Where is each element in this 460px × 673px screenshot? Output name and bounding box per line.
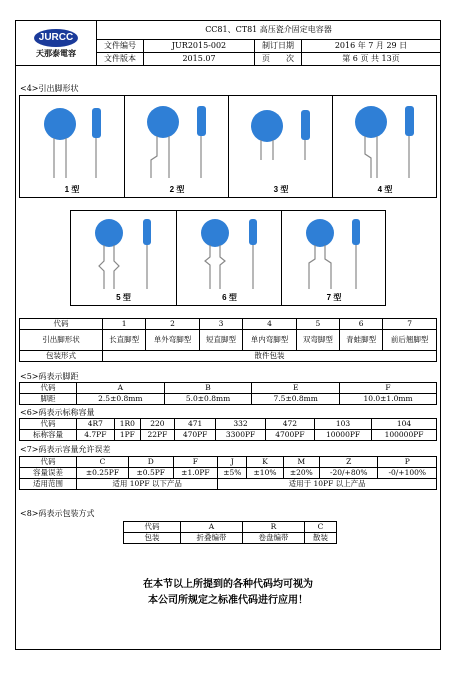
figure-label: 1 型 [64,185,80,194]
range-label: 适用范围 [20,479,77,490]
table-cell: 单外弯脚型 [146,330,200,351]
table-cell: 5.0±0.8mm [164,394,252,405]
figure-label: 7 型 [326,293,342,302]
capacitor-drawing [71,211,176,295]
range-low: 适用 10PF 以下产品 [77,479,218,490]
code-label: 代码 [124,522,181,533]
capacitor-drawing [20,96,124,186]
table-cell: 折叠编带 [181,533,243,544]
table-cell: E [252,383,340,394]
capacitor-drawing [125,96,229,186]
figure-row-1 [19,95,437,198]
note-line-2: 本公司所规定之标准代码进行应用！ [148,595,308,606]
table-cell: A [181,522,243,533]
figure-type-1 [20,96,124,197]
table-cell: 10000PF [315,430,372,441]
table-cell: 卷盘编带 [243,533,305,544]
capacitor-drawing [177,211,282,295]
figure-label: 3 型 [273,185,289,194]
table-cell: K [247,457,283,468]
table-cell: J [218,457,247,468]
doc-no-label: 文件编号 [97,40,144,53]
doc-title: CC81、CT81 高压瓷介固定电容器 [97,21,441,40]
table-cell: 4700PF [265,430,314,441]
table-cell: D [128,457,173,468]
figure-row-2 [70,210,386,306]
value-label: 脚距 [20,394,77,405]
value-label: 容量误差 [20,468,77,479]
table-cell: 472 [265,419,314,430]
table-cell: 103 [315,419,372,430]
page-number: 第 6 页 共 13页 [302,53,441,66]
figure-type-3 [228,96,333,197]
table-cell: 3 [199,319,242,330]
pack-value: 散件包装 [103,351,437,362]
section6-title: <6>码表示标称容量 [20,408,95,417]
capacitor-drawing [333,96,437,186]
table-cell: F [340,383,437,394]
table-cell: 100000PF [372,430,437,441]
range-high: 适用于 10PF 以上产品 [218,479,437,490]
table-cell: 22PF [141,430,175,441]
table-cell: C [77,457,129,468]
logo [16,21,97,66]
figure-label: 6 型 [222,293,237,302]
table-cell: M [283,457,319,468]
version-label: 文件版本 [97,53,144,66]
figure-label: 5 型 [116,293,131,302]
table-cell: 散装 [305,533,337,544]
note-line-1: 在本节以上所提到的各种代码均可视为 [143,579,313,590]
capacitor-drawing [229,96,333,186]
table-cell: 10.0±1.0mm [340,394,437,405]
version: 2015.07 [144,53,255,66]
table-cell: ±20% [283,468,319,479]
figure-label: 2 型 [169,185,185,194]
table-cell: ±0.5PF [128,468,173,479]
header-table [15,20,441,66]
table-cell: C [305,522,337,533]
table-cell: ±5% [218,468,247,479]
section4-title: <4>引出脚形状 [20,84,79,93]
table-cell: ±10% [247,468,283,479]
page-label: 页 次 [255,53,302,66]
table-cell: 4.7PF [77,430,115,441]
figure-type-4 [332,96,437,197]
table-cell: 4 [243,319,297,330]
table-cell: 青蛙脚型 [340,330,383,351]
figure-label: 4 型 [377,185,393,194]
logo-mark: JURCC [34,29,78,47]
lead-shape-table [19,318,437,362]
figure-type-2 [124,96,229,197]
packaging-table [123,521,337,544]
table-cell: B [164,383,252,394]
table-cell: 471 [174,419,216,430]
table-cell: 470PF [174,430,216,441]
table-cell: 220 [141,419,175,430]
capacitance-table [19,418,437,441]
table-cell: ±0.25PF [77,468,129,479]
section5-title: <5>码表示脚距 [20,372,79,381]
table-cell: 3300PF [216,430,265,441]
table-cell: 1 [103,319,146,330]
table-cell: 2 [146,319,200,330]
table-cell: 4R7 [77,419,115,430]
shape-label: 引出脚形状 [20,330,103,351]
table-cell: 1R0 [114,419,140,430]
table-cell: -20/+80% [320,468,378,479]
table-cell: Z [320,457,378,468]
code-label: 代码 [20,383,77,394]
figure-type-7 [281,211,386,305]
table-cell: 双弯脚型 [296,330,339,351]
tolerance-table [19,456,437,490]
value-label: 标称容量 [20,430,77,441]
table-cell: P [378,457,437,468]
date: 2016 年 7 月 29 日 [302,40,441,53]
table-cell: 6 [340,319,383,330]
section7-title: <7>码表示容量允许误差 [20,445,111,454]
table-cell: F [173,457,218,468]
code-label: 代码 [20,319,103,330]
table-cell: -0/+100% [378,468,437,479]
figure-type-5 [71,211,176,305]
pack-label: 包装形式 [20,351,103,362]
table-cell: 单内弯脚型 [243,330,297,351]
table-cell: 7.5±0.8mm [252,394,340,405]
date-label: 制订日期 [255,40,302,53]
table-cell: 长直脚型 [103,330,146,351]
table-cell: 2.5±0.8mm [77,394,165,405]
table-cell: ±1.0PF [173,468,218,479]
table-cell: 5 [296,319,339,330]
table-cell: 7 [383,319,437,330]
table-cell: A [77,383,165,394]
company-name: 天那泰電容 [36,47,76,58]
footer-note [15,577,441,609]
pitch-table [19,382,437,405]
section8-title: <8>码表示包装方式 [20,509,95,518]
value-label: 包装 [124,533,181,544]
table-cell: 104 [372,419,437,430]
table-cell: R [243,522,305,533]
table-cell: 332 [216,419,265,430]
table-cell: 1PF [114,430,140,441]
code-label: 代码 [20,457,77,468]
table-cell: 短直脚型 [199,330,242,351]
figure-type-6 [176,211,282,305]
capacitor-drawing [282,211,386,295]
code-label: 代码 [20,419,77,430]
doc-no: JUR2015-002 [144,40,255,53]
table-cell: 前后翘脚型 [383,330,437,351]
